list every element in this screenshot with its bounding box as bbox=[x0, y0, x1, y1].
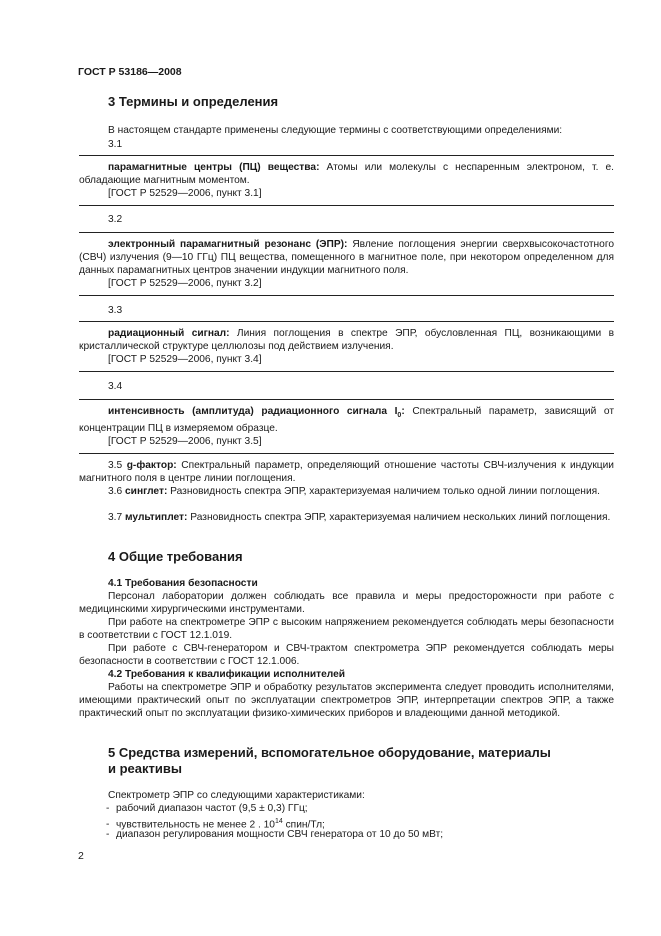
term-3-3-reference: [ГОСТ Р 52529—2006, пункт 3.4] bbox=[108, 354, 262, 365]
term-3-7: 3.7 мультиплет: Разновидность спектра ЭПР, характеризуемая наличием нескольких линий поглощения. bbox=[108, 512, 611, 523]
section-4-1-para-3: При работе с СВЧ-генератором и СВЧ-трактом спектрометра ЭПР рекомендуется соблюдать меры безопасности в соответствии с ГОСТ 12.1.006. bbox=[79, 643, 614, 667]
section-4-title: 4 Общие требования bbox=[108, 549, 243, 564]
term-3-5: 3.5 g-фактор: Спектральный параметр, определяющий отношение частоты СВЧ-излучения к индукции магнитного поля в центре линии поглощения. bbox=[79, 460, 614, 484]
term-3-2-definition: Явление поглощения энергии сверхвысокочастотного (СВЧ) излучения (9—10 ГГц) ПЦ вещества, помещенного в магнитное поле, при некотором определенном для данных парамагнитных центров значении индукции магнитного поля. bbox=[79, 239, 614, 276]
term-3-3-box bbox=[79, 321, 614, 372]
list-item: - чувствительность не менее 2 . $10^{14}$ спин/Тл; bbox=[106, 818, 325, 831]
term-3-4-term: интенсивность (амплитуда) радиационного сигнала $I_0$: bbox=[108, 406, 405, 420]
list-item: - рабочий диапазон частот (9,5 ± 0,3) ГГц; bbox=[106, 803, 308, 814]
page-number: 2 bbox=[78, 850, 84, 862]
term-3-4-box bbox=[79, 399, 614, 454]
section-5-intro: Спектрометр ЭПР со следующими характеристиками: bbox=[108, 790, 365, 801]
term-3-4-definition: Спектральный параметр, зависящий от концентрации ПЦ в измеряемом образце. bbox=[79, 406, 614, 435]
term-3-1-box bbox=[79, 155, 614, 206]
term-3-1-term: парамагнитные центры (ПЦ) вещества: bbox=[108, 162, 320, 173]
term-3-2-number: 3.2 bbox=[108, 214, 123, 225]
term-3-3-definition: Линия поглощения в спектре ЭПР, обусловленная ПЦ, возникающими в кристаллической структуре целлюлозы под действием излучения. bbox=[79, 328, 614, 352]
list-item: - диапазон регулирования мощности СВЧ генератора от 10 до 50 мВт; bbox=[106, 829, 444, 840]
document-header: ГОСТ Р 53186—2008 bbox=[78, 66, 182, 78]
section-4-1-para-2: При работе на спектрометре ЭПР с высоким напряжением рекомендуется соблюдать меры безопасности в соответствии с ГОСТ 12.1.019. bbox=[79, 617, 614, 641]
term-3-2-reference: [ГОСТ Р 52529—2006, пункт 3.2] bbox=[108, 278, 262, 289]
section-5-title-line-1: 5 Средства измерений, вспомогательное оборудование, материалы bbox=[108, 745, 551, 760]
term-3-4-reference: [ГОСТ Р 52529—2006, пункт 3.5] bbox=[108, 436, 262, 448]
term-3-1-reference: [ГОСТ Р 52529—2006, пункт 3.1] bbox=[108, 188, 262, 199]
term-3-2-box bbox=[79, 232, 614, 296]
term-3-1-definition: Атомы или молекулы с неспаренным электроном, т. е. обладающие магнитным моментом. bbox=[79, 162, 614, 186]
section-4-1-para-1: Персонал лаборатории должен соблюдать все правила и меры предосторожности при работе с медицинскими хирургическими инструментами. bbox=[79, 591, 614, 615]
term-3-3-number: 3.3 bbox=[108, 305, 123, 316]
section-3-title: 3 Термины и определения bbox=[108, 94, 279, 109]
term-3-1-number: 3.1 bbox=[108, 139, 123, 150]
section-4-2-para: Работы на спектрометре ЭПР и обработку результатов эксперимента следует проводить исполнителями, имеющими практический опыт по эксплуатации спектрометров ЭПР, интерпретации спектров ЭПР, а также практический опыт по эксплуатации физико-химических приборов и владеющими данной методикой. bbox=[79, 682, 614, 719]
term-3-3-term: радиационный сигнал: bbox=[108, 328, 230, 339]
section-4-1-title: 4.1 Требования безопасности bbox=[108, 578, 258, 589]
term-3-4-number: 3.4 bbox=[108, 381, 123, 392]
term-3-6: 3.6 синглет: Разновидность спектра ЭПР, характеризуемая наличием только одной линии поглощения. bbox=[108, 486, 600, 497]
section-5-title-line-2: и реактивы bbox=[108, 761, 182, 776]
section-4-2-title: 4.2 Требования к квалификации исполнителей bbox=[108, 669, 346, 680]
section-3-intro: В настоящем стандарте применены следующие термины с соответствующими определениями: bbox=[108, 125, 563, 136]
term-3-2-term: электронный парамагнитный резонанс (ЭПР): bbox=[108, 239, 348, 250]
